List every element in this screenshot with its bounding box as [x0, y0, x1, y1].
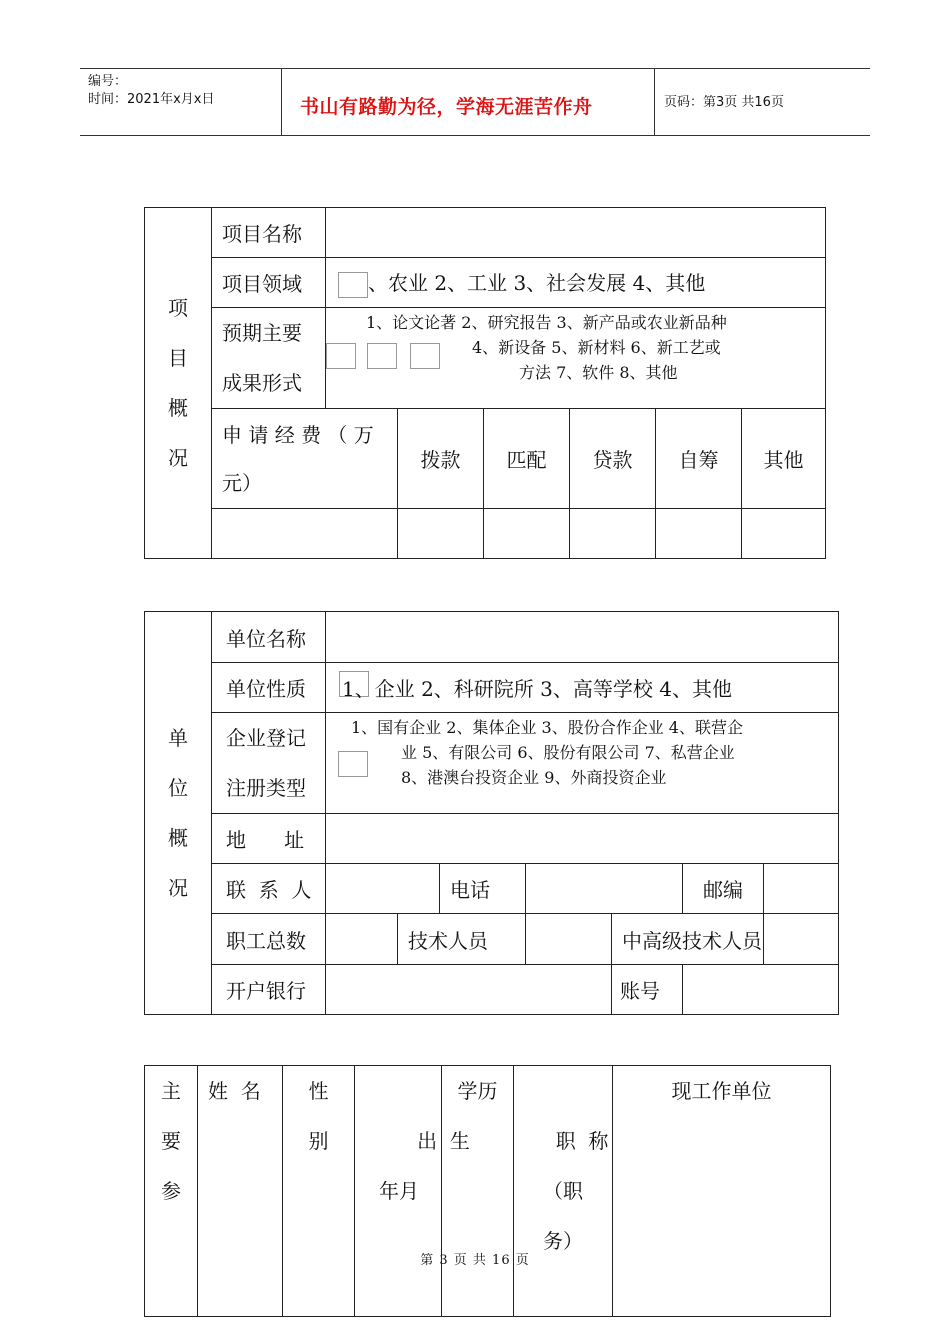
header-bottom-rule	[80, 135, 870, 136]
unit-overview-table	[144, 611, 839, 1015]
address-field[interactable]	[326, 814, 839, 864]
outcome-checkbox-1[interactable]	[326, 343, 356, 369]
phone-label: 电话	[440, 864, 526, 914]
funding-col-matching: 匹配	[484, 409, 570, 509]
senior-tech-field[interactable]	[764, 914, 839, 965]
funding-col-loan: 贷款	[570, 409, 656, 509]
staff-total-field[interactable]	[326, 914, 398, 965]
project-name-label: 项目名称	[212, 208, 326, 258]
project-name-field[interactable]	[326, 208, 826, 258]
header-divider-right	[654, 68, 655, 135]
funding-col-self: 自筹	[656, 409, 742, 509]
phone-field[interactable]	[526, 864, 683, 914]
outcome-options-text: 1、论文论著 2、研究报告 3、新产品或农业新品种 4、新设备 5、新材料 6、新工艺或 方法 7、软件 8、其他	[366, 313, 727, 382]
funding-self-field[interactable]	[656, 509, 742, 559]
unit-nature-options-text: 1、企业 2、科研院所 3、高等学校 4、其他	[342, 677, 732, 701]
col-gender-header: 性 别	[283, 1066, 355, 1317]
col-work-unit-header: 现工作单位	[613, 1066, 831, 1317]
registration-type-label: 企业登记 注册类型	[212, 713, 326, 814]
funding-total-field[interactable]	[212, 509, 398, 559]
staff-total-label: 职工总数	[212, 914, 326, 965]
funding-other-field[interactable]	[742, 509, 826, 559]
header-divider-left	[281, 68, 282, 135]
participants-section-title: 主 要 参	[145, 1066, 198, 1317]
project-overview-table	[144, 207, 826, 559]
address-label: 地 址	[212, 814, 326, 864]
project-field-label: 项目领域	[212, 258, 326, 308]
account-field[interactable]	[683, 965, 839, 1015]
postcode-label: 邮编	[683, 864, 764, 914]
funding-grant-field[interactable]	[398, 509, 484, 559]
outcome-label: 预期主要 成果形式	[212, 308, 326, 409]
doc-number-label: 编号：	[88, 74, 128, 89]
unit-section-title: 单 位 概 况	[145, 612, 212, 1015]
unit-nature-options	[326, 663, 839, 713]
project-field-options	[326, 258, 826, 308]
account-label: 账号	[612, 965, 683, 1015]
project-field-options-text: 、农业 2、工业 3、社会发展 4、其他	[368, 271, 706, 296]
senior-tech-label: 中高级技术人员	[612, 914, 764, 965]
funding-col-grant: 拨款	[398, 409, 484, 509]
unit-name-label: 单位名称	[212, 612, 326, 663]
page-footer: 第 3 页 共 16 页	[420, 1253, 530, 1268]
outcome-options	[326, 308, 826, 409]
funding-matching-field[interactable]	[484, 509, 570, 559]
project-field-checkbox[interactable]	[338, 272, 368, 298]
unit-name-field[interactable]	[326, 612, 839, 663]
funding-loan-field[interactable]	[570, 509, 656, 559]
funding-label: 申 请 经 费 （ 万 元）	[212, 409, 398, 509]
header-top-rule	[80, 68, 870, 69]
funding-col-other: 其他	[742, 409, 826, 509]
header-motto: 书山有路勤为径，学海无涯苦作舟	[300, 96, 593, 118]
bank-field[interactable]	[326, 965, 612, 1015]
registration-type-options	[326, 713, 839, 814]
participants-table	[144, 1065, 831, 1317]
contact-field[interactable]	[326, 864, 440, 914]
project-section-title: 项 目 概 况	[145, 208, 212, 559]
tech-staff-field[interactable]	[526, 914, 612, 965]
col-education-header: 学历	[442, 1066, 514, 1317]
col-name-header: 姓 名	[198, 1066, 283, 1317]
unit-nature-label: 单位性质	[212, 663, 326, 713]
contact-label: 联 系 人	[212, 864, 326, 914]
postcode-field[interactable]	[764, 864, 839, 914]
col-birth-header: 出 生 年月	[355, 1066, 442, 1317]
col-title-header: 职 称 （职 务）	[514, 1066, 613, 1317]
doc-date-label: 时间：2021年x月x日	[88, 92, 215, 107]
registration-type-options-text: 1、国有企业 2、集体企业 3、股份合作企业 4、联营企 业 5、有限公司 6、股份有限公司 7、私营企业 8、港澳台投资企业 9、外商投资企业	[351, 718, 743, 787]
bank-label: 开户银行	[212, 965, 326, 1015]
tech-staff-label: 技术人员	[398, 914, 526, 965]
page-info: 页码：第3页 共16页	[664, 95, 784, 110]
